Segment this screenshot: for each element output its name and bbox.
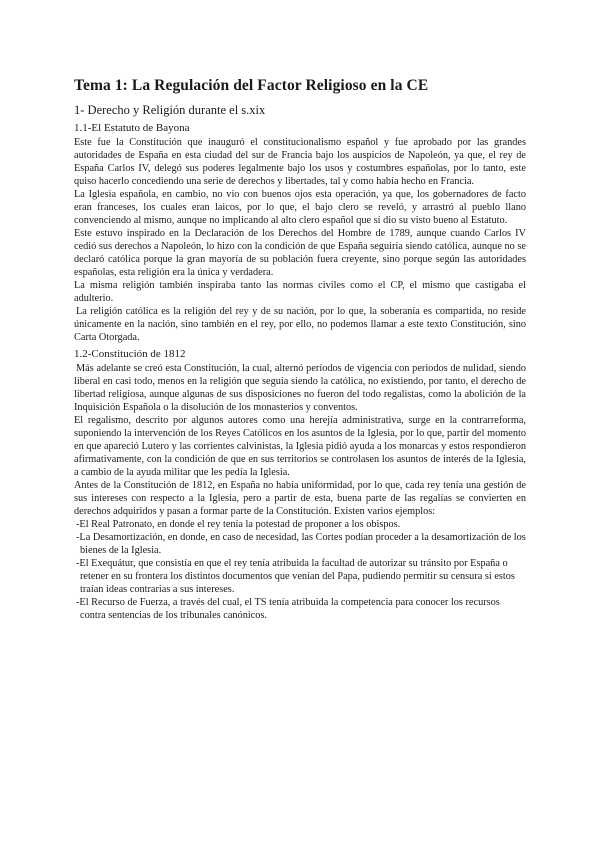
- paragraph: Más adelante se creó esta Constitución, la cual, alternó períodos de vigencia con periodos de nulidad, siendo liberal en casi todo, menos en la religión que seguía siendo la católica, no existiendo, por tanto, el derecho de libertad religiosa, aunque algunas de sus disposiciones no fueron del todo regalistas, como la abolición de la Inquisición Española o la disolución de los monasterios y conventos.: [74, 363, 526, 413]
- list-item: -La Desamortización, en donde, en caso de necesidad, las Cortes podían proceder a la desamortización de los bienes de la Iglesia.: [76, 532, 526, 556]
- list-item: -El Real Patronato, en donde el rey tenía la potestad de proponer a los obispos.: [76, 519, 401, 530]
- list-item: -El Recurso de Fuerza, a través del cual, el TS tenía atribuida la competencia para conocer los recursos contra sentencias de los tribunales canónicos.: [76, 597, 500, 621]
- subsection-heading-1812: 1.2-Constitución de 1812: [74, 348, 186, 360]
- paragraph: Este estuvo inspirado en la Declaración de los Derechos del Hombre de 1789, aunque cuando Carlos IV cedió sus derechos a Napoleón, lo hizo con la condición de que España seguiría siendo católica, aunque no se declaró católica porque la gran mayoría de su población fuera creyente, sino porque según las autoridades españolas, esta religión era la única y verdadera.: [74, 228, 526, 278]
- paragraph: La misma religión también inspiraba tanto las normas civiles como el CP, el mismo que castigaba el adulterio.: [74, 280, 526, 304]
- paragraph: La religión católica es la religión del rey y de su nación, por lo que, la soberanía es compartida, no reside únicamente en la nación, sino también en el rey, por ello, no podemos llamar a este texto Constitución, sino Carta Otorgada.: [74, 306, 526, 343]
- section-heading: 1- Derecho y Religión durante el s.xix: [74, 103, 266, 117]
- examples-list: [74, 518, 526, 622]
- paragraph: Antes de la Constitución de 1812, en España no había uniformidad, por lo que, cada rey tenía una gestión de sus intereses con respecto a la Iglesia, pero a partir de esta, buena parte de las regalías se convierten en derechos adquiridos y pasan a formar parte de la Constitución. Existen varios ejemplos:: [74, 480, 526, 517]
- paragraph: Este fue la Constitución que inauguró el constitucionalismo español y fue aprobado por las grandes autoridades de España en esta ciudad del sur de Francia bajo los auspicios de Napoleón, ya que, el rey de España Carlos IV, delegó sus poderes legalmente bajo los usos y costumbres españolas, por lo tanto, este quiso hacerlo concediendo una serie de derechos y libertades, tal y como había hecho en Francia.: [74, 137, 526, 187]
- subsection-heading-bayona: 1.1-El Estatuto de Bayona: [74, 122, 190, 134]
- paragraph: La Iglesia española, en cambio, no vio con buenos ojos esta operación, ya que, los gobernadores de facto eran franceses, los cuales eran laicos, por lo que, el bajo clero se reveló, y arrastró al pueblo llano convenciendo al mismo, aunque no implicando al alto clero español que sí dio su visto bueno al Estatuto.: [74, 189, 526, 226]
- document-title: Tema 1: La Regulación del Factor Religioso en la CE: [74, 77, 429, 94]
- document-page: [74, 76, 526, 622]
- paragraph: El regalismo, descrito por algunos autores como una herejía administrativa, surge en la contrarreforma, suponiendo la intervención de los Reyes Católicos en los asuntos de la Iglesia, por lo que, partir del momento en que apareció Lutero y las corrientes calvinistas, la Iglesia pidió ayuda a los monarcas y estos respondieron afirmativamente, con la condición de que en sus territorios se controlasen los asuntos de interés de la Iglesia, a cambio de la ayuda militar que les pedía la Iglesia.: [74, 415, 526, 478]
- list-item: -El Exequátur, que consistía en que el rey tenía atribuida la facultad de autorizar su tránsito por España o retener en su frontera los distintos documentos que venían del Papa, pudiendo permitir su censura si estos traían ideas contrarias a sus intereses.: [76, 558, 515, 595]
